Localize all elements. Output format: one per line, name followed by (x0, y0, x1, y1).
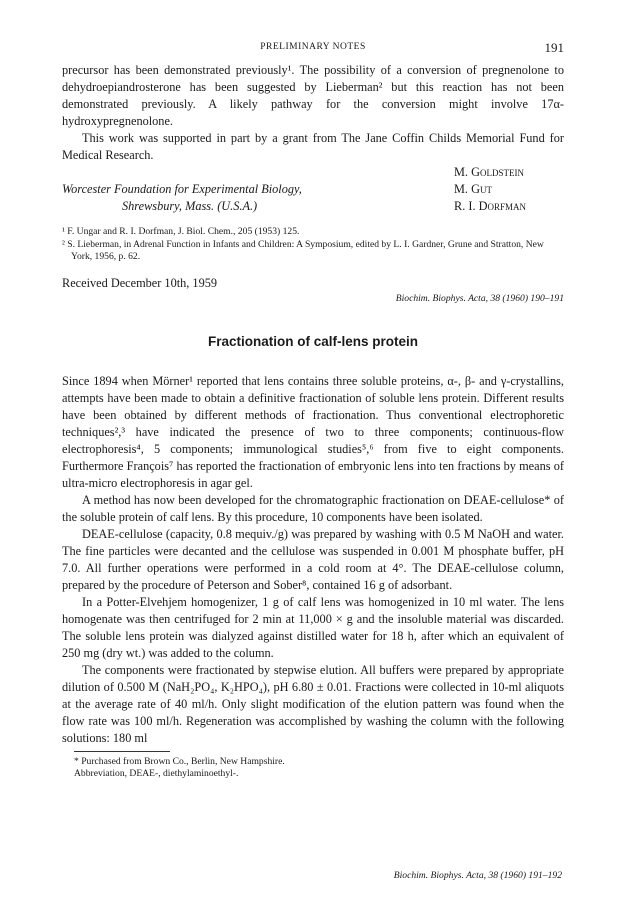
article-paragraph-4: In a Potter-Elvehjem homogenizer, 1 g of calf lens was homogenized in 10 ml water. The lens homogenate was then centrifuged for 2 min at 11,000 × g and the insoluble material was discarded. The soluble lens protein was dialyzed against distilled water for 18 h, after which an equivalent of 250 mg (dry wt.) was added to the column. (62, 594, 564, 660)
footnote-1: * Purchased from Brown Co., Berlin, New Hampshire. (74, 755, 285, 767)
affiliation-line-2: Shrewsbury, Mass. (U.S.A.) (122, 199, 258, 213)
reference-1: ¹ F. Ungar and R. I. Dorfman, J. Biol. Chem., 205 (1953) 125. (62, 226, 300, 237)
author-2: M. Gut (454, 182, 492, 196)
affiliation-block (62, 164, 564, 216)
author-1: M. Goldstein (454, 165, 524, 179)
running-header (62, 40, 564, 62)
article-paragraph-1: Since 1894 when Mörner¹ reported that lens contains three soluble proteins, α-, β- and γ-crystallins, attempts have been made to obtain a definitive fractionation of soluble lens protein. Different results have been obtained by different methods of fractionation. Thus conventional electrophoretic techniques²,³ have indicated the presence of two to three components; continuous-flow electrophoresis⁴, 5 components; immunological studies⁵,⁶ from five to eight components. Furthermore François⁷ has reported the fractionation of embryonic lens into ten fractions by means of ultra-micro electrophoresis in agar gel. (62, 373, 564, 490)
prev-note-paragraph: precursor has been demonstrated previously¹. The possibility of a conversion of pregnenolone to dehydroepiandrosterone has been suggested by Lieberman² but this reaction has not been demonstrated previously. A likely pathway for the conversion might involve 17α-hydroxypregnenolone. (62, 63, 564, 128)
reference-list (62, 226, 564, 264)
article-paragraph-2: A method has now been developed for the chromatographic fractionation on DEAE-cellulose* of the soluble protein of calf lens. By this procedure, 10 components have been isolated. (62, 492, 564, 524)
journal-page (62, 40, 564, 780)
page-number: 191 (544, 40, 564, 55)
article-paragraph-5: The components were fractionated by stepwise elution. All buffers were prepared by appropriate dilution of 0.500 M (NaH₂PO₄, K₂HPO₄), pH 6.80 ± 0.01. Fractions were collected in 10-ml aliquots at the average rate of 40 ml/h. Only slight modification of the elution pattern was found when the flow rate was 100 ml/h. Regeneration was accomplished by washing the column with the following solutions: 180 ml (62, 662, 564, 745)
prev-note-acknowledgement: This work was supported in part by a grant from The Jane Coffin Childs Memorial Fund for Medical Research. (62, 131, 564, 162)
footnote-divider (74, 751, 170, 752)
running-title: PRELIMINARY NOTES (260, 42, 366, 52)
article-title: Fractionation of calf-lens protein (207, 333, 418, 349)
article-paragraph-3: DEAE-cellulose (capacity, 0.8 mequiv./g) was prepared by washing with 0.5 M NaOH and water. The fine particles were decanted and the cellulose was suspended in 0.001 M phosphate buffer, pH 7.0. All further operations were performed in a cold room at 4°. The DEAE-cellulose column, prepared by the procedure of Peterson and Sober⁸, contained 16 g of adsorbant. (62, 526, 564, 592)
article-citation: Biochim. Biophys. Acta, 38 (1960) 191–192 (393, 870, 562, 881)
received-date: Received December 10th, 1959 (62, 275, 218, 290)
author-3: R. I. Dorfman (454, 199, 526, 213)
affiliation-line-1: Worcester Foundation for Experimental Biology, (62, 182, 302, 196)
prev-note-citation: Biochim. Biophys. Acta, 38 (1960) 190–191 (395, 292, 564, 304)
reference-2: ² S. Lieberman, in Adrenal Function in Infants and Children: A Symposium, edited by L. I. Gardner, Grune and Stratton, New York, 1956, p. 62. (62, 238, 544, 262)
footnote-2: Abbreviation, DEAE-, diethylaminoethyl-. (74, 767, 239, 779)
